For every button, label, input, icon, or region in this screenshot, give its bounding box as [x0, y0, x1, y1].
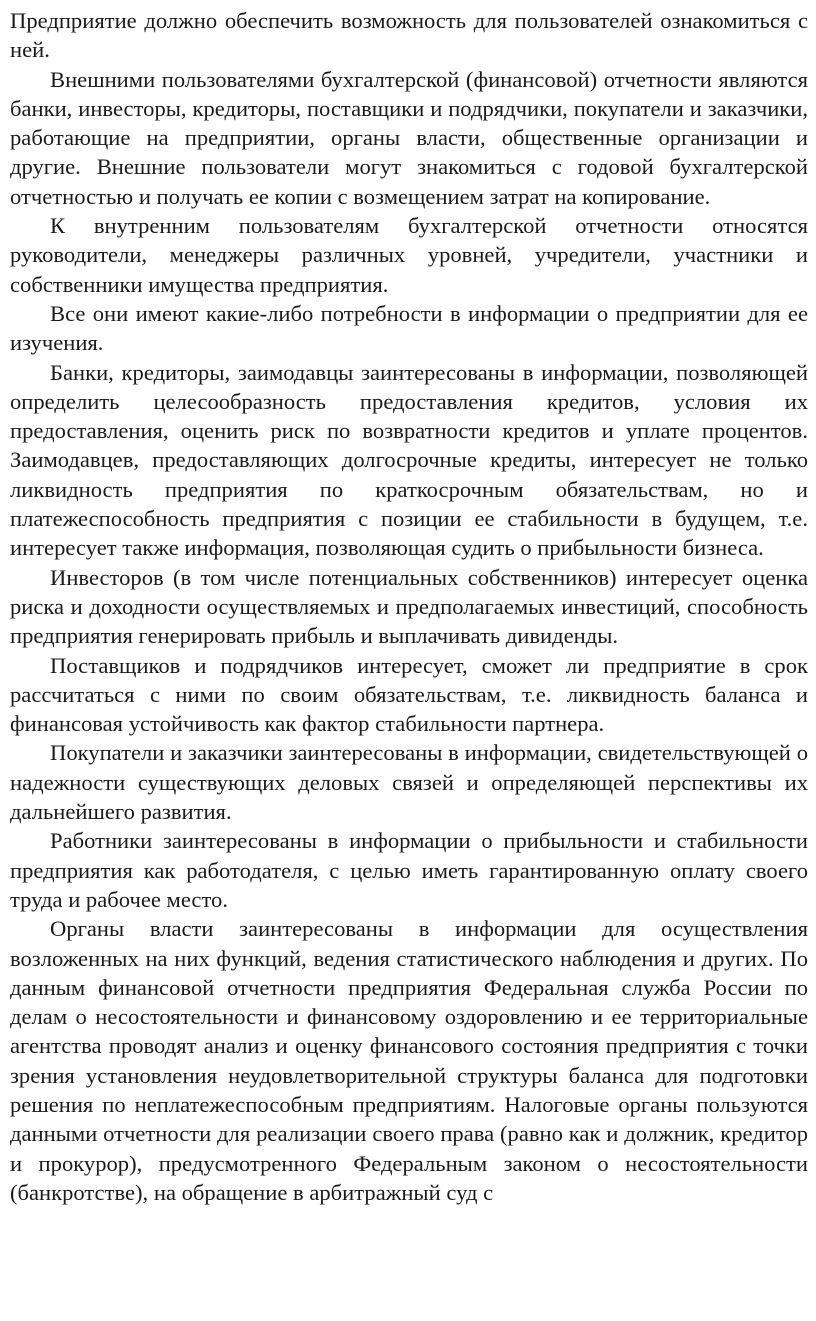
paragraph-authorities: Органы власти заинтересованы в информации для осуществления возложенных на них функций, ведения статистического наблюдения и других. По данным финансовой отчетности предприятия Федеральная служба России по делам о несостоятельности и финансовому оздоровлению и ее территориальные агентства проводят анализ и оценку финансового состояния предприятия с точки зрения установления неудовлетворительной структуры баланса для подготовки решения по неплатежеспособным предприятиям. Налоговые органы пользуются данными отчетности для реализации своего права (равно как и должник, кредитор и прокурор), предусмотренного Федеральным законом о несостоятельности (банкротстве), на обращение в арбитражный суд с [10, 916, 808, 1205]
paragraph-external-users: Внешними пользователями бухгалтерской (финансовой) отчетности являются банки, инвесторы, кредиторы, поставщики и подрядчики, покупатели и заказчики, работающие на предприятии, органы власти, общественные организации и другие. Внешние пользователи могут знакомиться с годовой бухгалтерской отчетностью и получать ее копии с возмещением затрат на копирование. [10, 66, 808, 209]
paragraph-continuation: Предприятие должно обеспечить возможность для пользователей ознакомиться с ней. [10, 8, 808, 63]
paragraph-employees: Работники заинтересованы в информации о прибыльности и стабильности предприятия как работодателя, с целью иметь гарантированную оплату своего труда и рабочее место. [10, 828, 808, 912]
paragraph-suppliers: Поставщиков и подрядчиков интересует, сможет ли предприятие в срок рассчитаться с ними по своим обязательствам, т.е. ликвидность баланса и финансовая устойчивость как фактор стабильности партнера. [10, 652, 808, 737]
paragraph-customers: Покупатели и заказчики заинтересованы в информации, свидетельствующей о надежности существующих деловых связей и определяющей перспективы их дальнейшего развития. [10, 740, 808, 825]
paragraph-investors: Инвесторов (в том числе потенциальных собственников) интересует оценка риска и доходности осуществляемых и предполагаемых инвестиций, способность предприятия генерировать прибыль и выплачивать дивиденды. [10, 564, 808, 649]
paragraph-information-needs: Все они имеют какие-либо потребности в информации о предприятии для ее изучения. [10, 300, 808, 356]
paragraph-banks-creditors: Банки, кредиторы, заимодавцы заинтересованы в информации, позволяющей определить целесообразность предоставления кредитов, условия их предоставления, оценить риск по возвратности кредитов и уплате процентов. Заимодавцев, предоставляющих долгосрочные кредиты, интересует не только ликвидность предприятия по краткосрочным обязательствам, но и платежеспособность предприятия с позиции ее стабильности в будущем, т.е. интересует также информация, позволяющая судить о прибыльности бизнеса. [10, 359, 808, 561]
paragraph-internal-users: К внутренним пользователям бухгалтерской отчетности относятся руководители, менеджеры различных уровней, учредители, участники и собственники имущества предприятия. [10, 213, 808, 297]
